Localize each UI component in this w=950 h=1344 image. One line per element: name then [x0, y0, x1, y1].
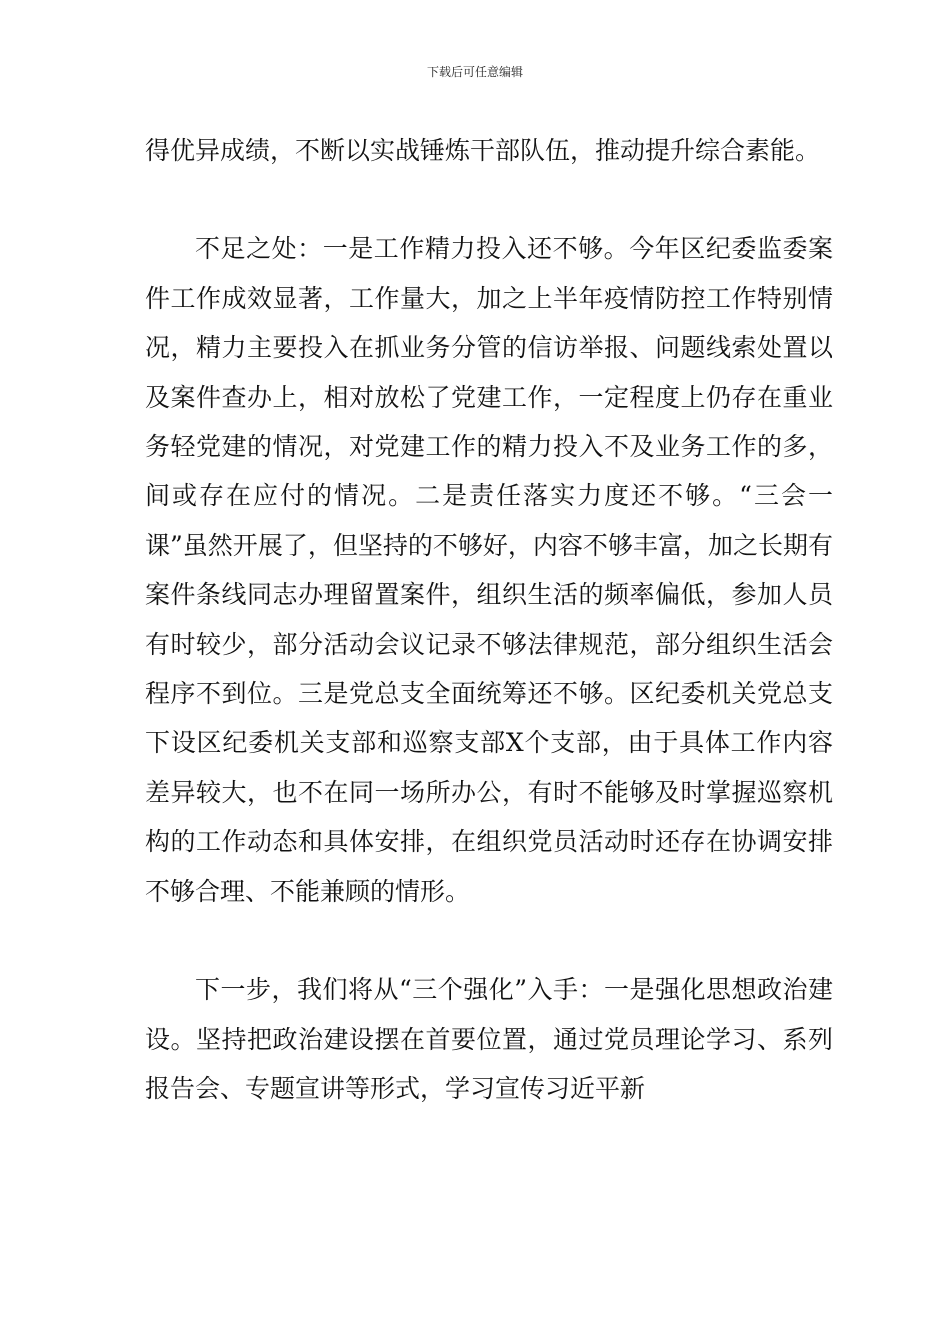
paragraph-shortcomings: 不足之处：一是工作精力投入还不够。今年区纪委监委案件工作成效显著，工作量大，加之上半年疫情防控工作特别情况，精力主要投入在抓业务分管的信访举报、问题线索处置以及案件查办上，相对放松了党建工作，一定程度上仍存在重业务轻党建的情况，对党建工作的精力投入不及业务工作的多，间或存在应付的情况。二是责任落实力度还不够。“三会一课”虽然开展了，但坚持的不够好，内容不够丰富，加之长期有案件条线同志办理留置案件，组织生活的频率偏低，参加人员有时较少，部分活动会议记录不够法律规范，部分组织生活会程序不到位。三是党总支全面统筹还不够。区纪委机关党总支下设区纪委机关支部和巡察支部X个支部，由于具体工作内容差异较大，也不在同一场所办公，有时不能够及时掌握巡察机构的工作动态和具体安排，在组织党员活动时还存在协调安排不够合理、不能兼顾的情形。: [145, 234, 833, 906]
paragraph-gap: [145, 916, 833, 965]
paragraph-next-steps: 下一步，我们将从“三个强化”入手：一是强化思想政治建设。坚持把政治建设摆在首要位置，通过党员理论学习、系列报告会、专题宣讲等形式，学习宣传习近平新: [145, 975, 833, 1103]
page-header-note: 下载后可任意编辑: [426, 65, 523, 79]
paragraph-gap: [145, 175, 833, 224]
document-body: [145, 126, 833, 1113]
paragraph-continuation: 得优异成绩，不断以实战锤炼干部队伍，推动提升综合素能。: [145, 136, 821, 165]
